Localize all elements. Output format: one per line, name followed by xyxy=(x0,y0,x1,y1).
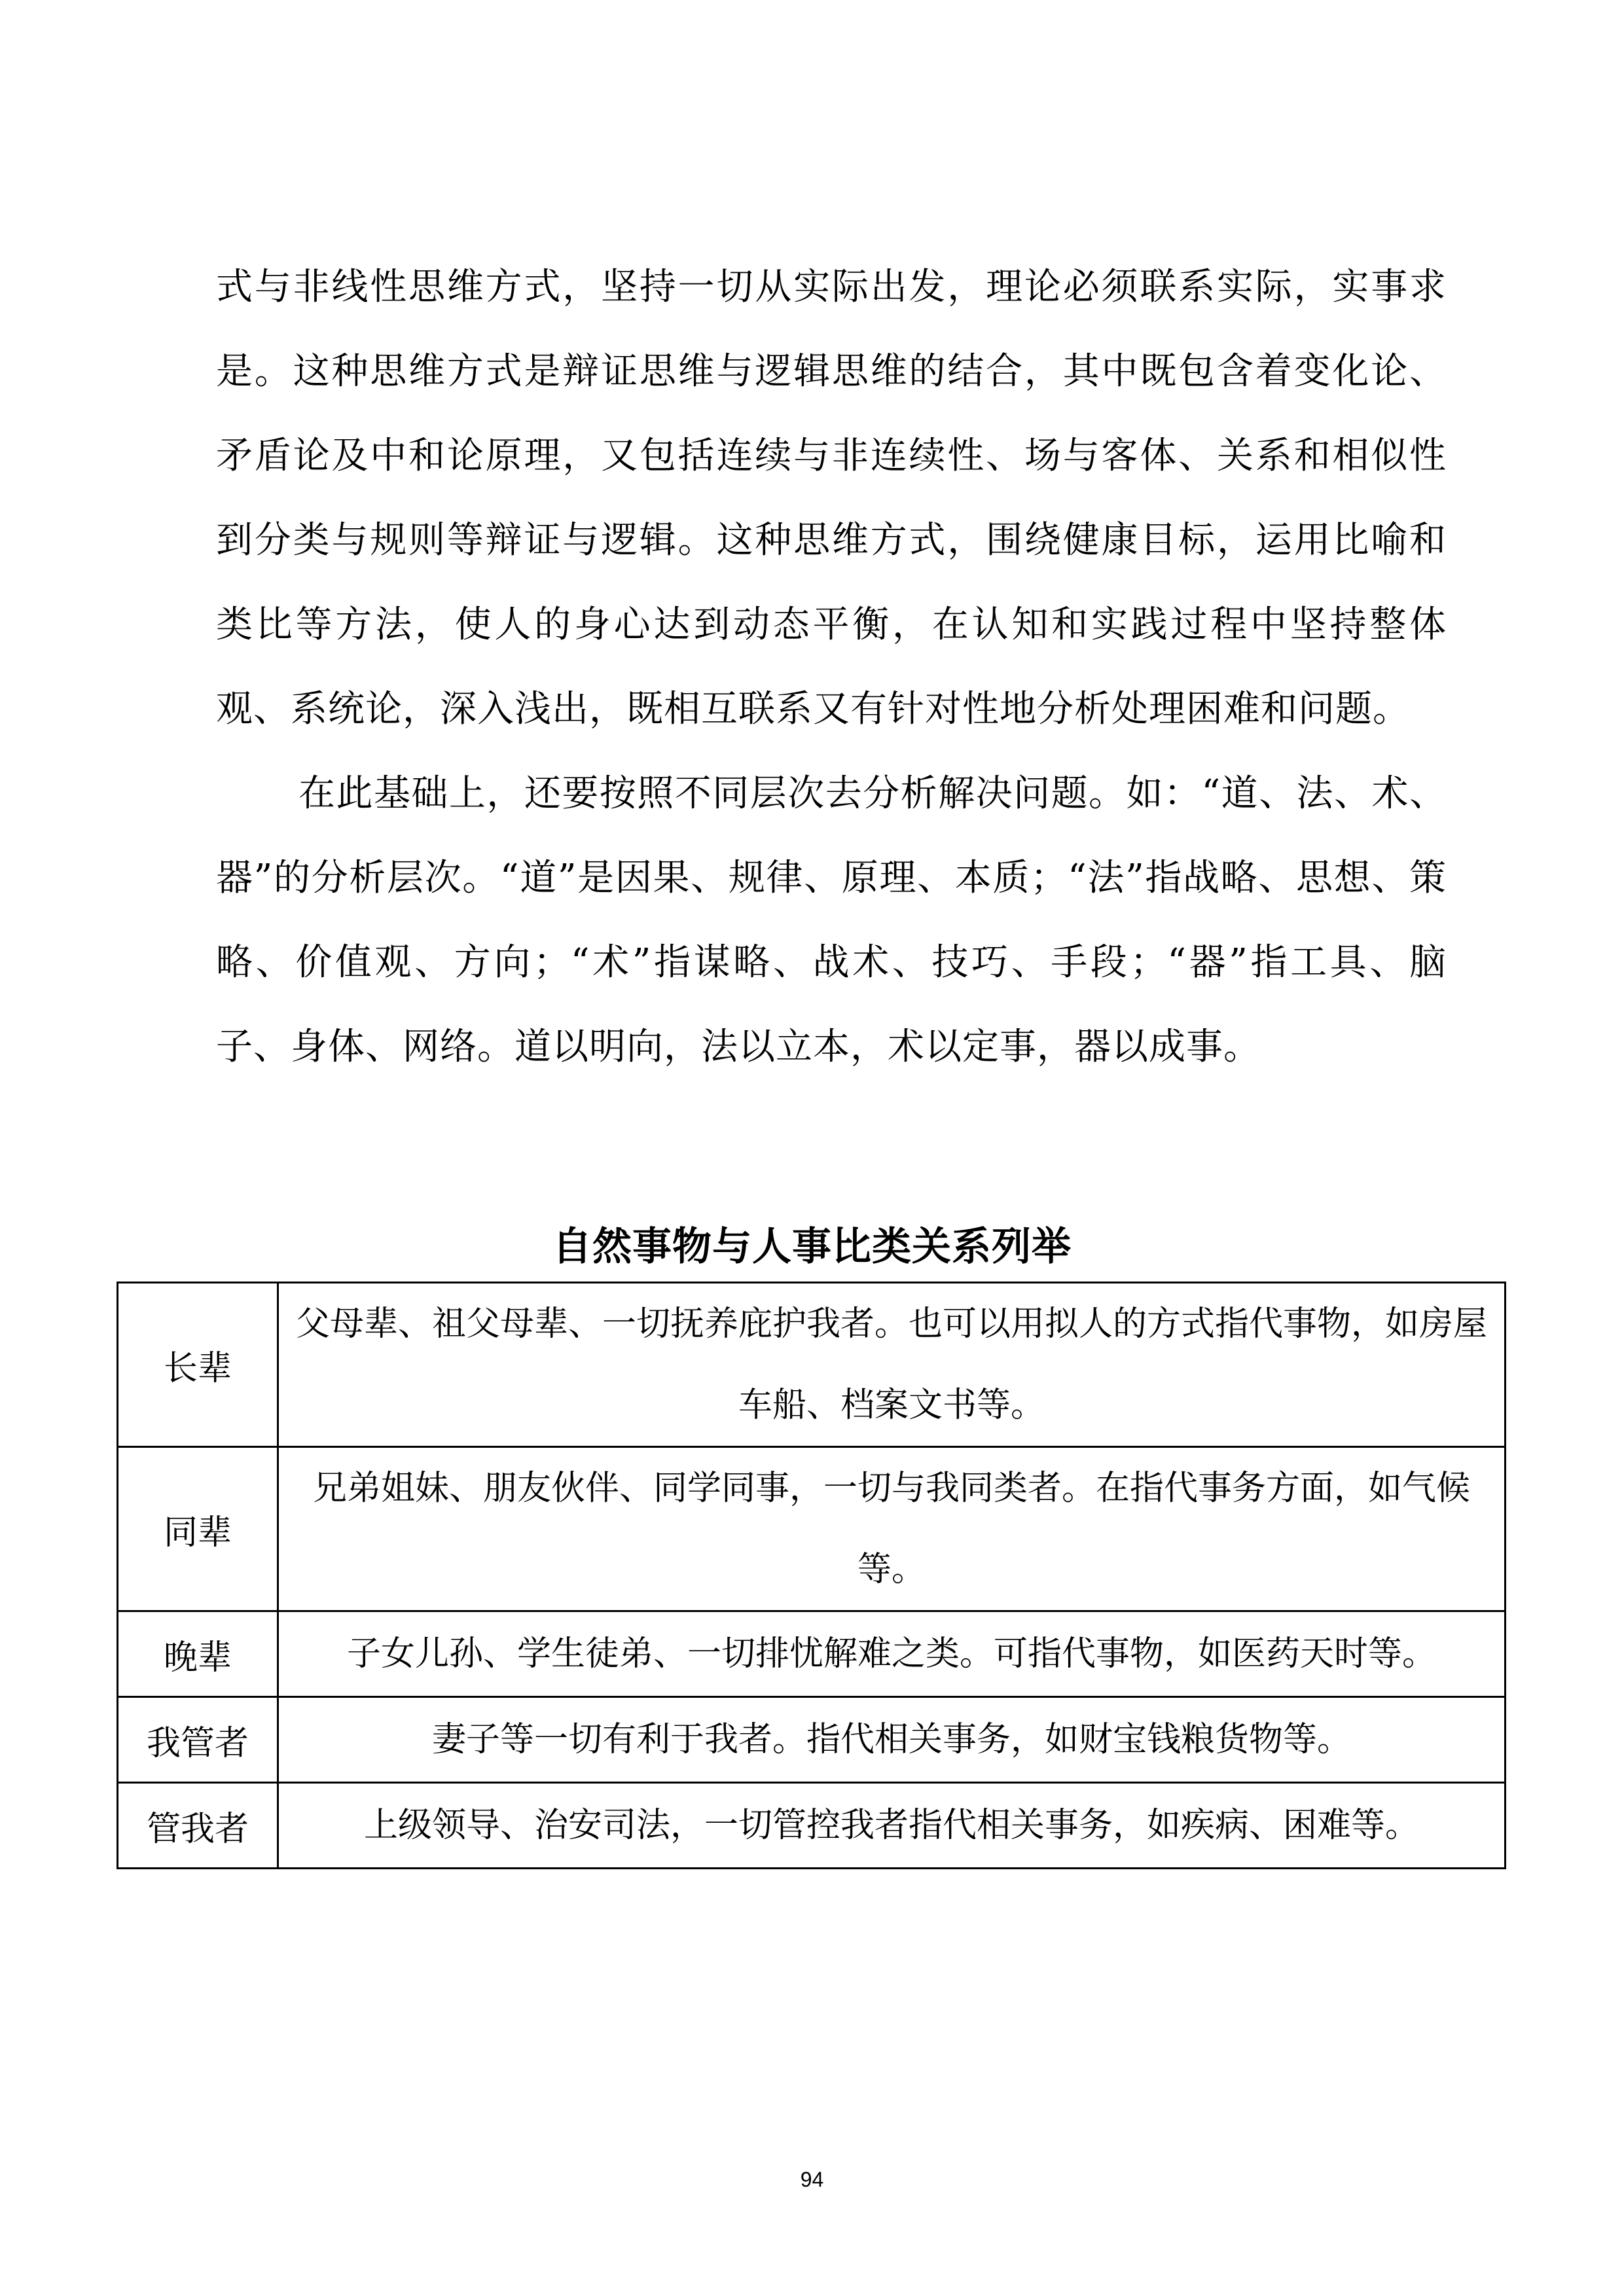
table-cell-description: 父母辈、祖父母辈、一切抚养庇护我者。也可以用拟人的方式指代事物，如房屋车船、档案文书等。 xyxy=(278,1283,1506,1447)
table-row xyxy=(118,1697,1506,1783)
table-row xyxy=(118,1283,1506,1447)
table-row xyxy=(118,1611,1506,1697)
table-cell-description: 兄弟姐妹、朋友伙伴、同学同事，一切与我同类者。在指代事务方面，如气候等。 xyxy=(278,1447,1506,1611)
relation-table xyxy=(117,1282,1506,1869)
table-cell-category: 长辈 xyxy=(118,1283,278,1447)
paragraph-dao-fa-shu-qi: 在此基础上，还要按照不同层次去分析解决问题。如：“道、法、术、器”的分析层次。“道”是因果、规律、原理、本质；“法”指战略、思想、策略、价值观、方向；“术”指谋略、战术、技巧、手段；“器”指工具、脑子、身体、网络。道以明向，法以立本，术以定事，器以成事。 xyxy=(216,772,1447,1068)
table-title: 自然事物与人事比类关系列举 xyxy=(552,1224,1072,1270)
table-cell-category: 管我者 xyxy=(118,1783,278,1869)
body-text xyxy=(216,245,1447,1089)
table-cell-category: 晚辈 xyxy=(118,1611,278,1697)
table-cell-category: 我管者 xyxy=(118,1697,278,1783)
table-row xyxy=(118,1783,1506,1869)
table-row xyxy=(118,1447,1506,1611)
table-cell-description: 妻子等一切有利于我者。指代相关事务，如财宝钱粮货物等。 xyxy=(278,1697,1506,1783)
page-number: 94 xyxy=(800,2168,824,2191)
table-cell-description: 子女儿孙、学生徒弟、一切排忧解难之类。可指代事物，如医药天时等。 xyxy=(278,1611,1506,1697)
table-cell-category: 同辈 xyxy=(118,1447,278,1611)
table-cell-description: 上级领导、治安司法，一切管控我者指代相关事务，如疾病、困难等。 xyxy=(278,1783,1506,1869)
paragraph-thinking-method: 式与非线性思维方式，坚持一切从实际出发，理论必须联系实际，实事求是。这种思维方式是辩证思维与逻辑思维的结合，其中既包含着变化论、矛盾论及中和论原理，又包括连续与非连续性、场与客体、关系和相似性到分类与规则等辩证与逻辑。这种思维方式，围绕健康目标，运用比喻和类比等方法，使人的身心达到动态平衡，在认知和实践过程中坚持整体观、系统论，深入浅出，既相互联系又有针对性地分析处理困难和问题。 xyxy=(216,266,1447,730)
